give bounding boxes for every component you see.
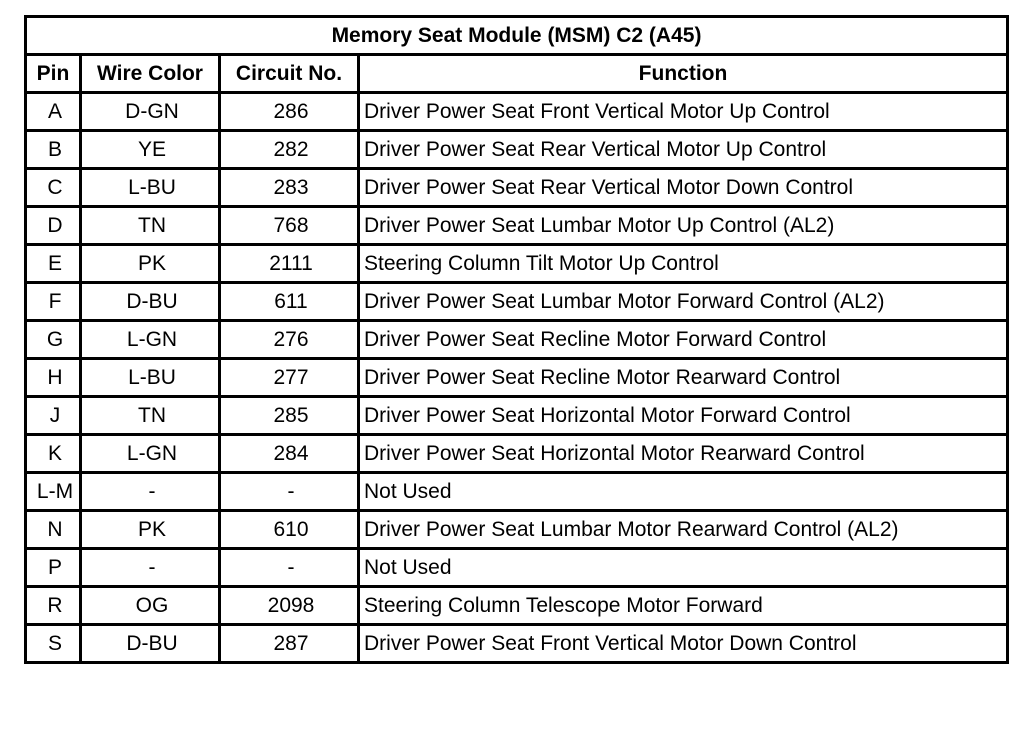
function-cell: Driver Power Seat Recline Motor Forward Control [359, 321, 1008, 359]
circuit-cell: 276 [220, 321, 359, 359]
pin-cell: J [26, 397, 81, 435]
circuit-cell: 611 [220, 283, 359, 321]
wire-color-cell: L-BU [81, 169, 220, 207]
table-row [26, 359, 1008, 397]
table-row [26, 473, 1008, 511]
function-cell: Driver Power Seat Recline Motor Rearward Control [359, 359, 1008, 397]
pin-cell: E [26, 245, 81, 283]
table-row [26, 283, 1008, 321]
wire-color-cell: PK [81, 245, 220, 283]
pin-cell: R [26, 587, 81, 625]
header-circuit-no: Circuit No. [220, 55, 359, 93]
wire-color-cell: TN [81, 207, 220, 245]
function-cell: Driver Power Seat Horizontal Motor Forward Control [359, 397, 1008, 435]
wire-color-cell: TN [81, 397, 220, 435]
table-row [26, 169, 1008, 207]
circuit-cell: 283 [220, 169, 359, 207]
wire-color-cell: L-BU [81, 359, 220, 397]
function-cell: Driver Power Seat Rear Vertical Motor Up Control [359, 131, 1008, 169]
wire-color-cell: PK [81, 511, 220, 549]
function-cell: Driver Power Seat Rear Vertical Motor Down Control [359, 169, 1008, 207]
table-row [26, 131, 1008, 169]
wire-color-cell: YE [81, 131, 220, 169]
circuit-cell: 2098 [220, 587, 359, 625]
function-cell: Driver Power Seat Lumbar Motor Up Control (AL2) [359, 207, 1008, 245]
pin-cell: C [26, 169, 81, 207]
circuit-cell: 277 [220, 359, 359, 397]
table-row [26, 321, 1008, 359]
circuit-cell: 286 [220, 93, 359, 131]
function-cell: Steering Column Telescope Motor Forward [359, 587, 1008, 625]
header-wire-color: Wire Color [81, 55, 220, 93]
circuit-cell: 287 [220, 625, 359, 663]
table-row [26, 435, 1008, 473]
function-cell: Steering Column Tilt Motor Up Control [359, 245, 1008, 283]
wire-color-cell: D-GN [81, 93, 220, 131]
pin-cell: B [26, 131, 81, 169]
header-function: Function [359, 55, 1008, 93]
circuit-cell: 284 [220, 435, 359, 473]
header-pin: Pin [26, 55, 81, 93]
function-cell: Driver Power Seat Horizontal Motor Rearward Control [359, 435, 1008, 473]
wire-color-cell: L-GN [81, 321, 220, 359]
circuit-cell: - [220, 549, 359, 587]
table-row [26, 93, 1008, 131]
circuit-cell: 285 [220, 397, 359, 435]
circuit-cell: - [220, 473, 359, 511]
table-row [26, 397, 1008, 435]
pin-cell: D [26, 207, 81, 245]
wire-color-cell: D-BU [81, 283, 220, 321]
function-cell: Not Used [359, 473, 1008, 511]
title-row [26, 17, 1008, 55]
pin-cell: A [26, 93, 81, 131]
circuit-cell: 768 [220, 207, 359, 245]
table-row [26, 511, 1008, 549]
circuit-cell: 2111 [220, 245, 359, 283]
table-row [26, 549, 1008, 587]
function-cell: Driver Power Seat Front Vertical Motor Down Control [359, 625, 1008, 663]
connector-pinout-table [24, 15, 1009, 664]
table-title: Memory Seat Module (MSM) C2 (A45) [26, 17, 1008, 55]
table-row [26, 207, 1008, 245]
table-row [26, 625, 1008, 663]
pin-cell: G [26, 321, 81, 359]
pin-cell: S [26, 625, 81, 663]
wire-color-cell: D-BU [81, 625, 220, 663]
table-row [26, 587, 1008, 625]
pin-cell: H [26, 359, 81, 397]
wire-color-cell: - [81, 473, 220, 511]
pin-cell: K [26, 435, 81, 473]
table-row [26, 245, 1008, 283]
wire-color-cell: OG [81, 587, 220, 625]
pin-cell: F [26, 283, 81, 321]
wire-color-cell: L-GN [81, 435, 220, 473]
function-cell: Not Used [359, 549, 1008, 587]
wire-color-cell: - [81, 549, 220, 587]
circuit-cell: 282 [220, 131, 359, 169]
pin-cell: N [26, 511, 81, 549]
function-cell: Driver Power Seat Front Vertical Motor Up Control [359, 93, 1008, 131]
function-cell: Driver Power Seat Lumbar Motor Forward Control (AL2) [359, 283, 1008, 321]
circuit-cell: 610 [220, 511, 359, 549]
pin-cell: L-M [26, 473, 81, 511]
function-cell: Driver Power Seat Lumbar Motor Rearward Control (AL2) [359, 511, 1008, 549]
header-row [26, 55, 1008, 93]
pin-cell: P [26, 549, 81, 587]
